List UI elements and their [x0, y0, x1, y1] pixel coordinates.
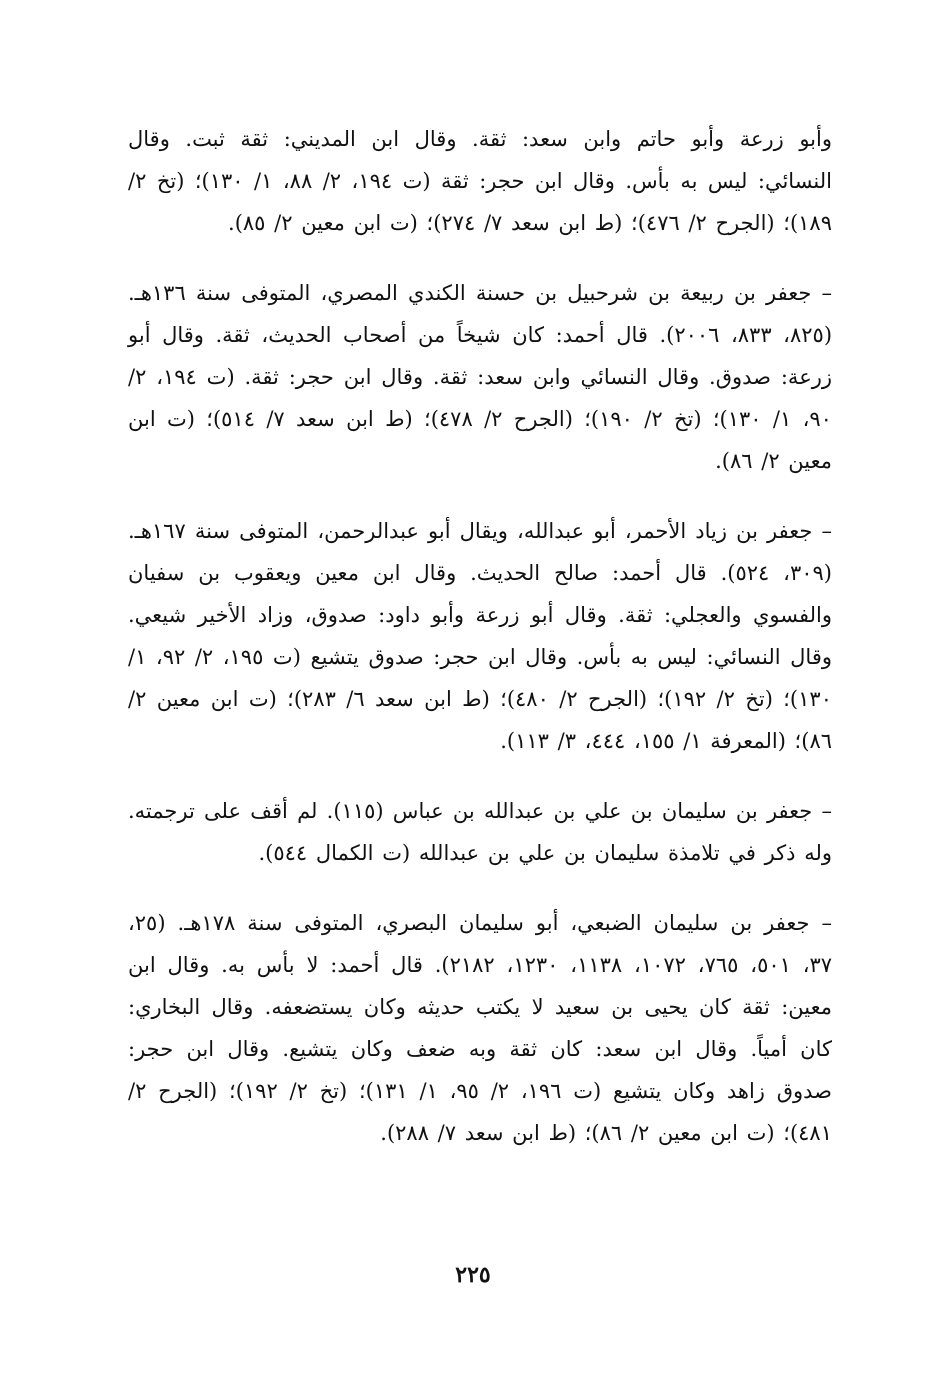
paragraph-continuation: وأبو زرعة وأبو حاتم وابن سعد: ثقة. وقال ابن المديني: ثقة ثبت. وقال النسائي: ليس به بأس. وقال ابن حجر: ثقة (ت ١٩٤، ٢/ ٨٨، ١/ ١٣٠)؛ (تخ ٢/ ١٨٩)؛ (الجرح ٢/ ٤٧٦)؛ (ط ابن سعد ٧/ ٢٧٤)؛ (ت ابن معين ٢/ ٨٥).	[128, 127, 833, 235]
paragraph-jafar-ibn-sulayman-dubai: – جعفر بن سليمان الضبعي، أبو سليمان البصري، المتوفى سنة ١٧٨هـ. (٢٥، ٣٧، ٥٠١، ٧٦٥، ١٠٧٢، ١١٣٨، ١٢٣٠، ٢١٨٢). قال أحمد: لا بأس به. وقال ابن معين: ثقة كان يحيى بن سعيد لا يكتب حديثه وكان يستضعفه. وقال البخاري: كان أمياً. وقال ابن سعد: كان ثقة وبه ضعف وكان يتشيع. وقال ابن حجر: صدوق زاهد وكان يتشيع (ت ١٩٦، ٢/ ٩٥، ١/ ١٣١)؛ (تخ ٢/ ١٩٢)؛ (الجرح ٢/ ٤٨١)؛ (ت ابن معين ٢/ ٨٦)؛ (ط ابن سعد ٧/ ٢٨٨).	[128, 911, 833, 1145]
paragraph-jafar-ibn-sulayman-hashimi: – جعفر بن سليمان بن علي بن عبدالله بن عباس (١١٥). لم أقف على ترجمته. وله ذكر في تلامذة سليمان بن علي بن عبدالله (ت الكمال ٥٤٤).	[128, 799, 832, 865]
page-number: ٢٢٥	[455, 1262, 491, 1288]
paragraph-jafar-ibn-ziyad: – جعفر بن زياد الأحمر، أبو عبدالله، ويقال أبو عبدالرحمن، المتوفى سنة ١٦٧هـ. (٣٠٩، ٥٢٤). قال أحمد: صالح الحديث. وقال ابن معين ويعقوب بن سفيان والفسوي والعجلي: ثقة. وقال أبو زرعة وأبو داود: صدوق، وزاد الأخير شيعي. وقال النسائي: ليس به بأس. وقال ابن حجر: صدوق يتشيع (ت ١٩٥، ٢/ ٩٢، ١/ ١٣٠)؛ (تخ ٢/ ١٩٢)؛ (الجرح ٢/ ٤٨٠)؛ (ط ابن سعد ٦/ ٢٨٣)؛ (ت ابن معين ٢/ ٨٦)؛ (المعرفة ١/ ١٥٥، ٤٤٤، ٣/ ١١٣).	[128, 519, 833, 753]
page-body	[128, 118, 832, 1182]
paragraph-jafar-ibn-rabiah: – جعفر بن ربيعة بن شرحبيل بن حسنة الكندي المصري، المتوفى سنة ١٣٦هـ. (٨٢٥، ٨٣٣، ٢٠٠٦). قال أحمد: كان شيخاً من أصحاب الحديث، ثقة. وقال أبو زرعة: صدوق. وقال النسائي وابن سعد: ثقة. وقال ابن حجر: ثقة. (ت ١٩٤، ٢/ ٩٠، ١/ ١٣٠)؛ (تخ ٢/ ١٩٠)؛ (الجرح ٢/ ٤٧٨)؛ (ط ابن سعد ٧/ ٥١٤)؛ (ت ابن معين ٢/ ٨٦).	[128, 281, 833, 473]
